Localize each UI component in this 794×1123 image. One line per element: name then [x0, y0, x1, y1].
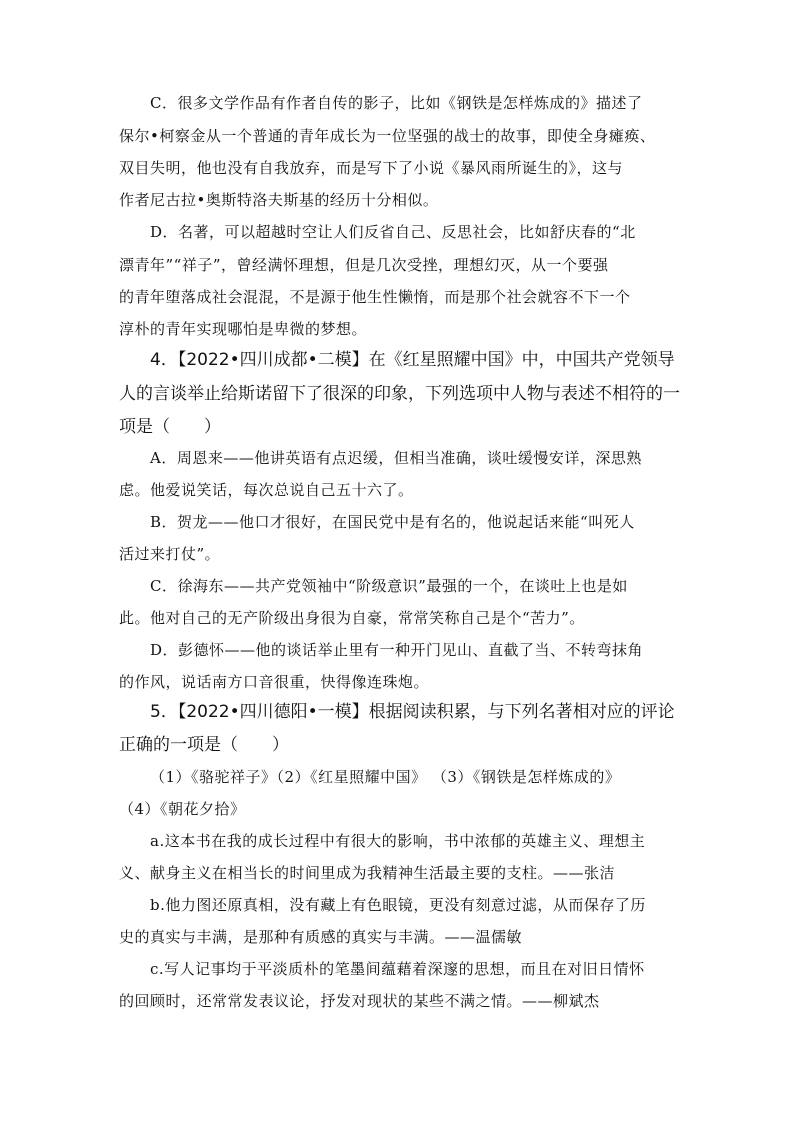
question-5-books-line-2: （4）《朝花夕拾》: [119, 800, 246, 818]
question-5-stem-line-2: 正确的一项是（ ）: [119, 735, 289, 755]
question-4-option-c-line-1: C．徐海东——共产党领袖中“阶级意识”最强的一个，在谈吐上也是如: [150, 577, 628, 595]
option-c-line-3: 双目失明，他也没有自我放弃，而是写下了小说《暴风雨所诞生的》，这与: [119, 159, 624, 177]
comment-b-line-1: b.他力图还原真相，没有藏上有色眼镜，更没有刻意过滤，从而保存了历: [150, 896, 646, 914]
option-c-line-4: 作者尼古拉•奥斯特洛夫斯基的经历十分相似。: [119, 191, 439, 209]
question-4-option-d-line-1: D．彭德怀——他的谈话举止里有一种开门见山、直截了当、不转弯抹角: [150, 641, 644, 659]
question-5-books-line-1: （1）《骆驼祥子》（2）《红星照耀中国》 （3）《钢铁是怎样炼成的》: [150, 768, 621, 786]
comment-c-line-2: 的回顾时，还常常发表议论，抒发对现状的某些不满之情。——柳斌杰: [119, 992, 600, 1010]
option-c-line-1: C．很多文学作品有作者自传的影子，比如《钢铁是怎样炼成的》描述了: [150, 94, 643, 112]
option-d-line-1: D．名著，可以超越时空让人们反省自己、反思社会，比如舒庆春的“北: [150, 223, 636, 241]
option-d-line-4: 淳朴的青年实现哪怕是卑微的梦想。: [119, 320, 368, 338]
question-4-stem-line-2: 人的言谈举止给斯诺留下了很深的印象，下列选项中人物与表述不相符的一: [119, 384, 680, 404]
question-5-stem-line-1: 5．【2022•四川德阳•一模】根据阅读积累，与下列名著相对应的评论: [150, 702, 675, 722]
question-4-stem-line-1: 4．【2022•四川成都•二模】在《红星照耀中国》中，中国共产党领导: [150, 350, 675, 370]
comment-b-line-2: 史的真实与丰满，是那种有质感的真实与丰满。——温儒敏: [119, 928, 523, 946]
question-4-option-a-line-2: 虑。他爱说笑话，每次总说自己五十六了。: [119, 481, 414, 499]
option-d-line-2: 漂青年”“祥子”，曾经满怀理想，但是几次受挫，理想幻灭，从一个要强: [119, 256, 609, 274]
question-4-option-d-line-2: 的作风，说话南方口音很重，快得像连珠炮。: [119, 673, 430, 691]
question-4-option-b-line-1: B．贺龙——他口才很好，在国民党中是有名的，他说起话来能“叫死人: [150, 513, 635, 531]
comment-c-line-1: c.写人记事均于平淡质朴的笔墨间蕴藉着深邃的思想，而且在对旧日情怀: [150, 960, 645, 978]
option-c-line-2: 保尔•柯察金从一个普通的青年成长为一位坚强的战士的故事，即使全身瘫痪、: [119, 127, 656, 145]
question-4-option-c-line-2: 此。他对自己的无产阶级出身很为自豪，常常笑称自己是个“苦力”。: [119, 609, 585, 627]
question-4-option-a-line-1: A．周恩来——他讲英语有点迟缓，但相当准确，谈吐缓慢安详，深思熟: [150, 449, 642, 467]
question-4-option-b-line-2: 活过来打仗”。: [119, 545, 221, 563]
comment-a-line-1: a.这本书在我的成长过程中有很大的影响，书中浓郁的英雄主义、理想主: [150, 832, 646, 850]
comment-a-line-2: 义、献身主义在相当长的时间里成为我精神生活最主要的支柱。——张洁: [119, 864, 616, 882]
question-4-stem-line-3: 项是（ ）: [119, 417, 221, 437]
option-d-line-3: 的青年堕落成社会混混，不是源于他生性懒惰，而是那个社会就容不下一个: [119, 288, 631, 306]
